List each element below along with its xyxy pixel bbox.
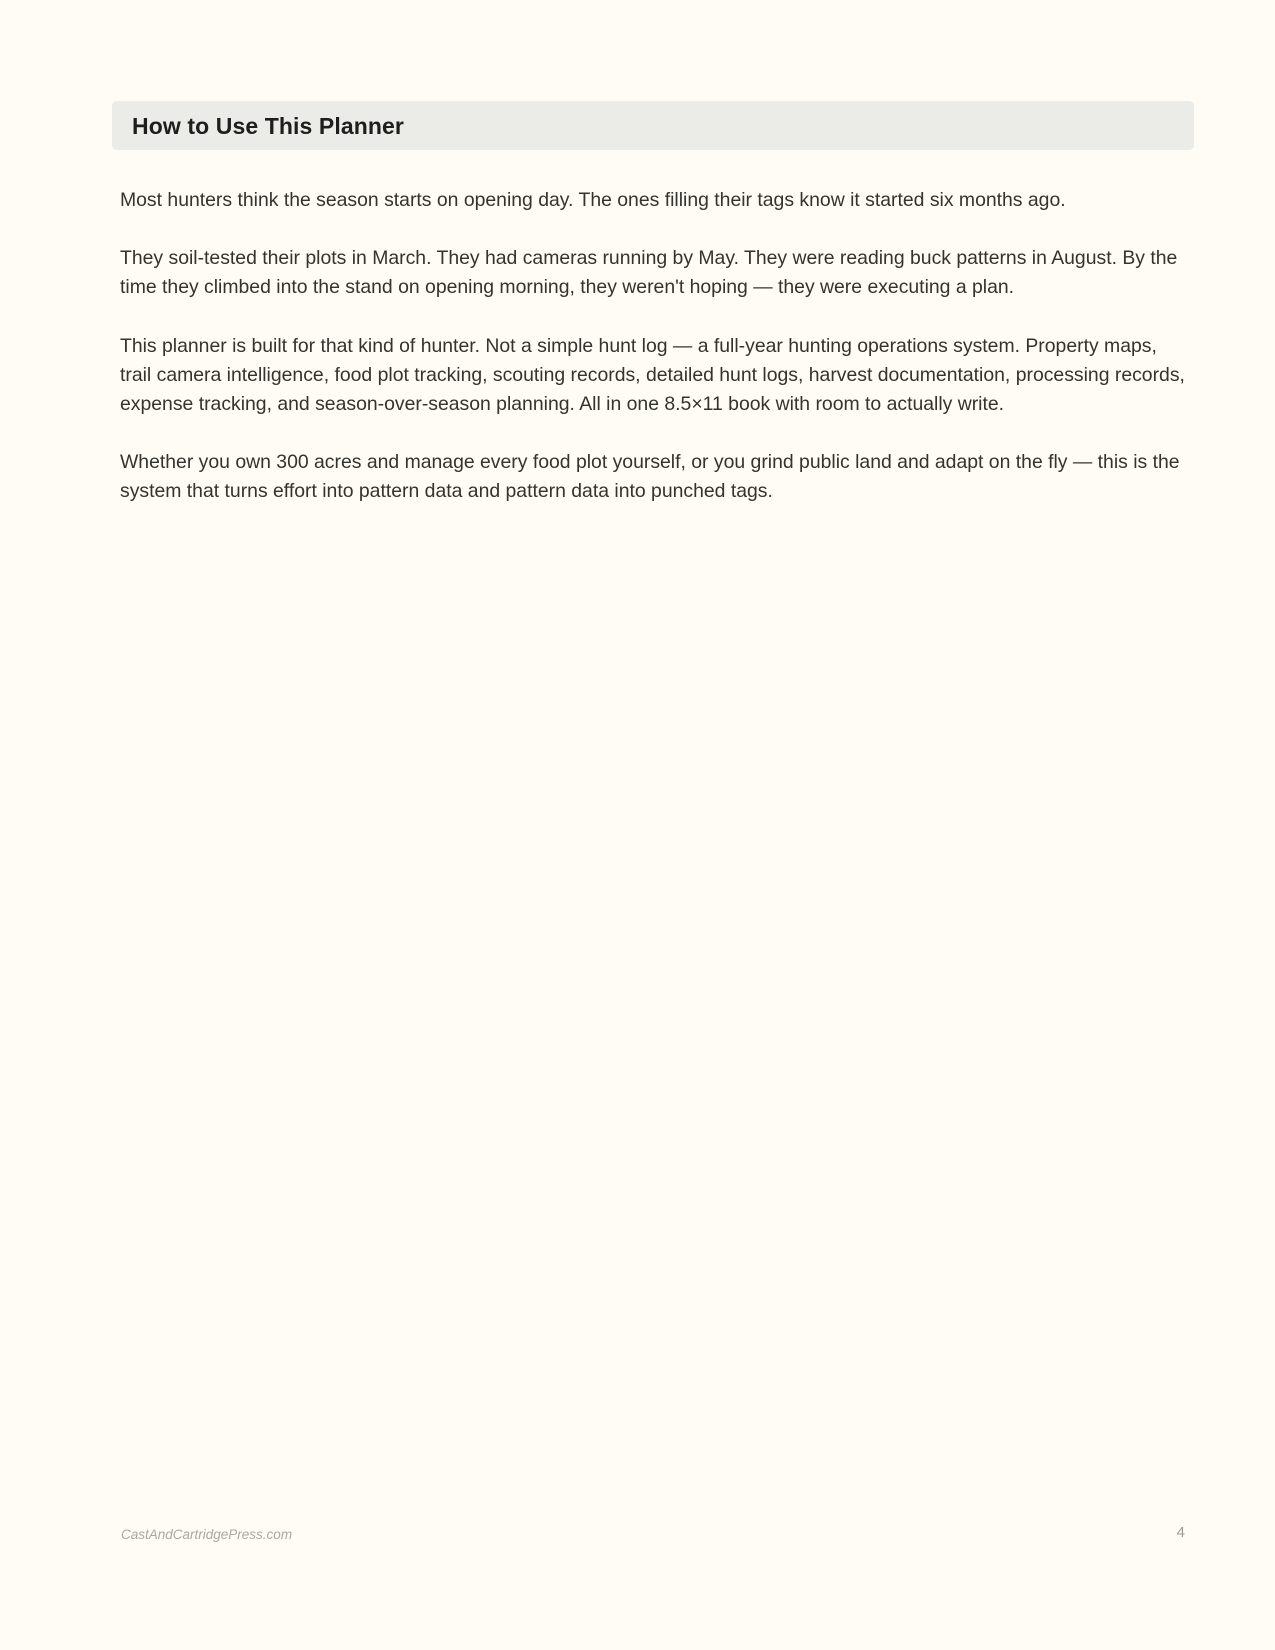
paragraph-audience: Whether you own 300 acres and manage every food plot yourself, or you grind public land and adapt on the fly — this is the system that turns effort into pattern data and pattern data into punched tags. [120,451,1180,503]
section-title: How to Use This Planner [132,113,404,139]
section-header [112,101,1194,150]
body-text [120,186,1190,536]
footer-website: CastAndCartridgePress.com [121,1527,293,1542]
paragraph-preparation: They soil-tested their plots in March. They had cameras running by May. They were reading buck patterns in August. By the time they climbed into the stand on opening morning, they weren't hoping — they were executing a plan. [120,247,1178,299]
page-number: 4 [1176,1524,1185,1541]
paragraph-planner-description: This planner is built for that kind of hunter. Not a simple hunt log — a full-year hunting operations system. Property maps, trail camera intelligence, food plot tracking, scouting records, detailed hunt logs, harvest documentation, processing records, expense tracking, and season-over-season planning. All in one 8.5×11 book with room to actually write. [120,334,1185,416]
paragraph-intro: Most hunters think the season starts on opening day. The ones filling their tags know it started six months ago. [120,189,1066,211]
